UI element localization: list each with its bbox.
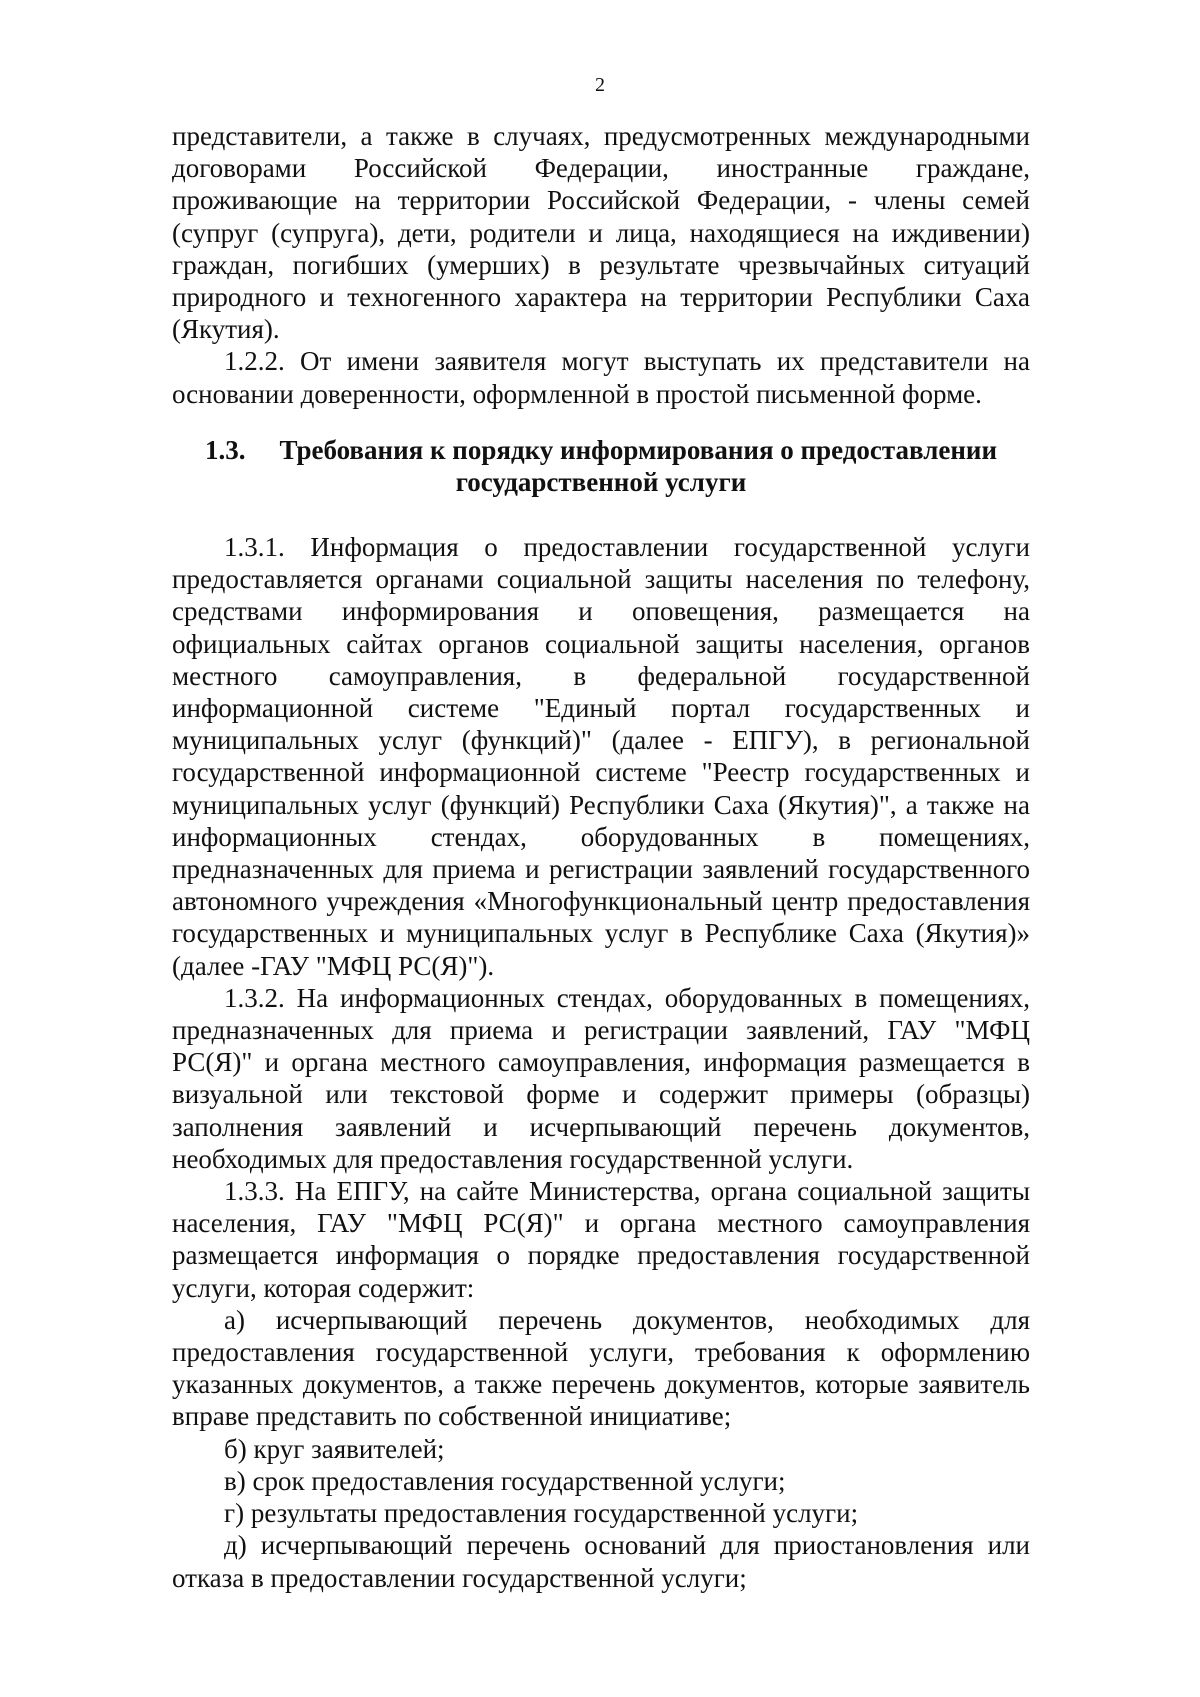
paragraph-continuation: представители, а также в случаях, предусмотренных международными договорами Российской Федерации, иностранные граждане, проживающие на территории Российской Федерации, - члены семей (супруг (супруга), дети, родители и лица, находящиеся на иждивении) граждан, погибших (умерших) в результате чрезвычайных ситуаций природного и техногенного характера на территории Республики Саха (Якутия). — [172, 121, 1030, 345]
paragraph-1-3-2: 1.3.2. На информационных стендах, оборудованных в помещениях, предназначенных для приема и регистрации заявлений, ГАУ "МФЦ РС(Я)" и органа местного самоуправления, информация размещается в визуальной или текстовой форме и содержит примеры (образцы) заполнения заявлений и исчерпывающий перечень документов, необходимых для предоставления государственной услуги. — [172, 982, 1030, 1174]
list-item-g: г) результаты предоставления государственной услуги; — [224, 1498, 859, 1529]
list-item-a: а) исчерпывающий перечень документов, необходимых для предоставления государственной услуги, требования к оформлению указанных документов, а также перечень документов, которые заявитель вправе представить по собственной инициативе; — [172, 1304, 1030, 1432]
section-title: Требования к порядку информирования о предоставлении государственной услуги — [279, 435, 998, 497]
list-item-d: д) исчерпывающий перечень оснований для приостановления или отказа в предоставлении государственной услуги; — [172, 1530, 1030, 1593]
top-text-block — [172, 120, 1030, 410]
section-heading — [172, 434, 1030, 498]
list-item-b: б) круг заявителей; — [224, 1433, 445, 1464]
main-text-block — [172, 531, 1030, 1594]
paragraph-1-2-2: 1.2.2. От имени заявителя могут выступать их представители на основании доверенности, оформленной в простой письменной форме. — [172, 346, 1030, 409]
list-item-v: в) срок предоставления государственной услуги; — [224, 1465, 786, 1496]
paragraph-1-3-3: 1.3.3. На ЕПГУ, на сайте Министерства, органа социальной защиты населения, ГАУ "МФЦ РС(Я)" и органа местного самоуправления размещается информация о порядке предоставления государственной услуги, которая содержит: — [172, 1176, 1030, 1303]
section-number: 1.3. — [204, 435, 246, 465]
paragraph-1-3-1: 1.3.1. Информация о предоставлении государственной услуги предоставляется органами социальной защиты населения по телефону, средствами информирования и оповещения, размещается на официальных сайтах органов социальной защиты населения, органов местного самоуправления, в федеральной государственной информационной системе "Единый портал государственных и муниципальных услуг (функций)" (далее - ЕПГУ), в региональной государственной информационной системе "Реестр государственных и муниципальных услуг (функций) Республики Саха (Якутия)", а также на информационных стендах, оборудованных в помещениях, предназначенных для приема и регистрации заявлений государственного автономного учреждения «Многофункциональный центр предоставления государственных и муниципальных услуг в Республике Саха (Якутия)» (далее -ГАУ "МФЦ РС(Я)"). — [172, 532, 1030, 981]
page-number: 2 — [595, 74, 605, 96]
